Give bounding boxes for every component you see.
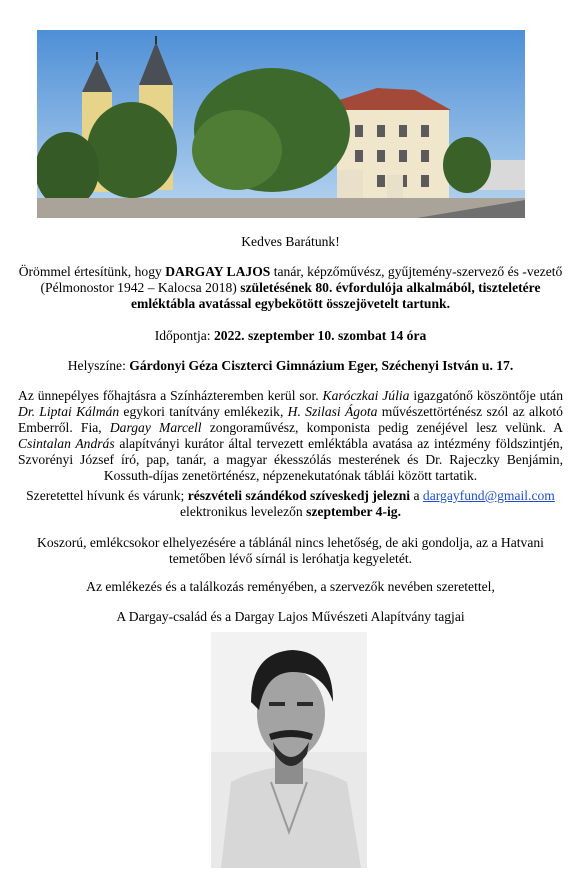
announcement-paragraph xyxy=(18,264,563,312)
date-value: 2022. szeptember 10. szombat 14 óra xyxy=(213,328,427,343)
rsvp-paragraph xyxy=(18,488,563,520)
place-label: Helyszíne: xyxy=(67,358,130,373)
rsvp-text: a xyxy=(410,488,423,503)
school-building-photo xyxy=(37,30,525,218)
performer-name: Dargay Marcell xyxy=(109,420,202,435)
program-paragraph xyxy=(18,388,563,484)
program-text: alapítványi kurátor által tervezett emléktábla avatása az intézmény földszintjén, Szvorényi József író, pap, tanár, a magyar ékesszólás mesterének és Dr. Rajeczky Benjámin, Kossuth-díjas zenetörténész, népzenekutatónak táblái között tartatik. xyxy=(18,436,563,483)
portrait-photo xyxy=(211,632,367,868)
program-text: művészettörténész szól az alkotó Emberről. Fia, xyxy=(18,404,563,435)
closing-line: Az emlékezés és a találkozás reményében, a szervezők nevében szeretettel, xyxy=(86,579,495,594)
speaker-name: Karóczkai Júlia xyxy=(322,388,410,403)
occasion-text: születésének 80. évfordulója alkalmából, tiszteletére emléktábla avatással egybekötött összejövetelt tartunk. xyxy=(130,280,541,311)
event-date xyxy=(18,328,563,344)
program-text: igazgatónő köszöntője után xyxy=(409,388,563,403)
speaker-name: H. Szilasi Ágota xyxy=(287,404,378,419)
greeting: Kedves Barátunk! xyxy=(241,234,340,249)
email-link[interactable]: dargayfund@gmail.com xyxy=(422,488,555,503)
signature: A Dargay-család és a Dargay Lajos Művészeti Alapítvány tagjai xyxy=(116,609,465,624)
honoree-description: tanár, képzőművész, gyűjtemény-szervező és -vezető (Pélmonostor 1942 – Kalocsa 2018) xyxy=(40,264,563,295)
rsvp-text: elektronikus levelezőn xyxy=(180,504,307,519)
rsvp-text: Szeretettel hívunk és várunk; xyxy=(26,488,188,503)
program-text: zongoraművész, komponista pedig zenéjével lesz velünk. A xyxy=(201,420,564,435)
rsvp-request: részvételi szándékod szíveskedj jelezni xyxy=(187,488,411,503)
designer-name: Csintalan András xyxy=(18,436,115,451)
wreath-note: Koszorú, emlékcsokor elhelyezésére a táblánál nincs lehetőség, de aki gondolja, az a Hatvani temetőben lévő sírnál is leróhatja kegyeletét. xyxy=(37,535,544,566)
announcement-intro: Örömmel értesítünk, hogy xyxy=(18,264,166,279)
program-text: Az ünnepélyes főhajtásra a Színházteremben kerül sor. xyxy=(18,388,323,403)
honoree-name: DARGAY LAJOS xyxy=(165,264,271,279)
rsvp-deadline: szeptember 4-ig. xyxy=(306,504,401,519)
event-place xyxy=(18,358,563,374)
speaker-name: Dr. Liptai Kálmán xyxy=(18,404,120,419)
place-value: Gárdonyi Géza Ciszterci Gimnázium Eger, Széchenyi István u. 17. xyxy=(129,358,514,373)
program-text: egykori tanítvány emlékezik, xyxy=(119,404,288,419)
date-label: Időpontja: xyxy=(154,328,214,343)
